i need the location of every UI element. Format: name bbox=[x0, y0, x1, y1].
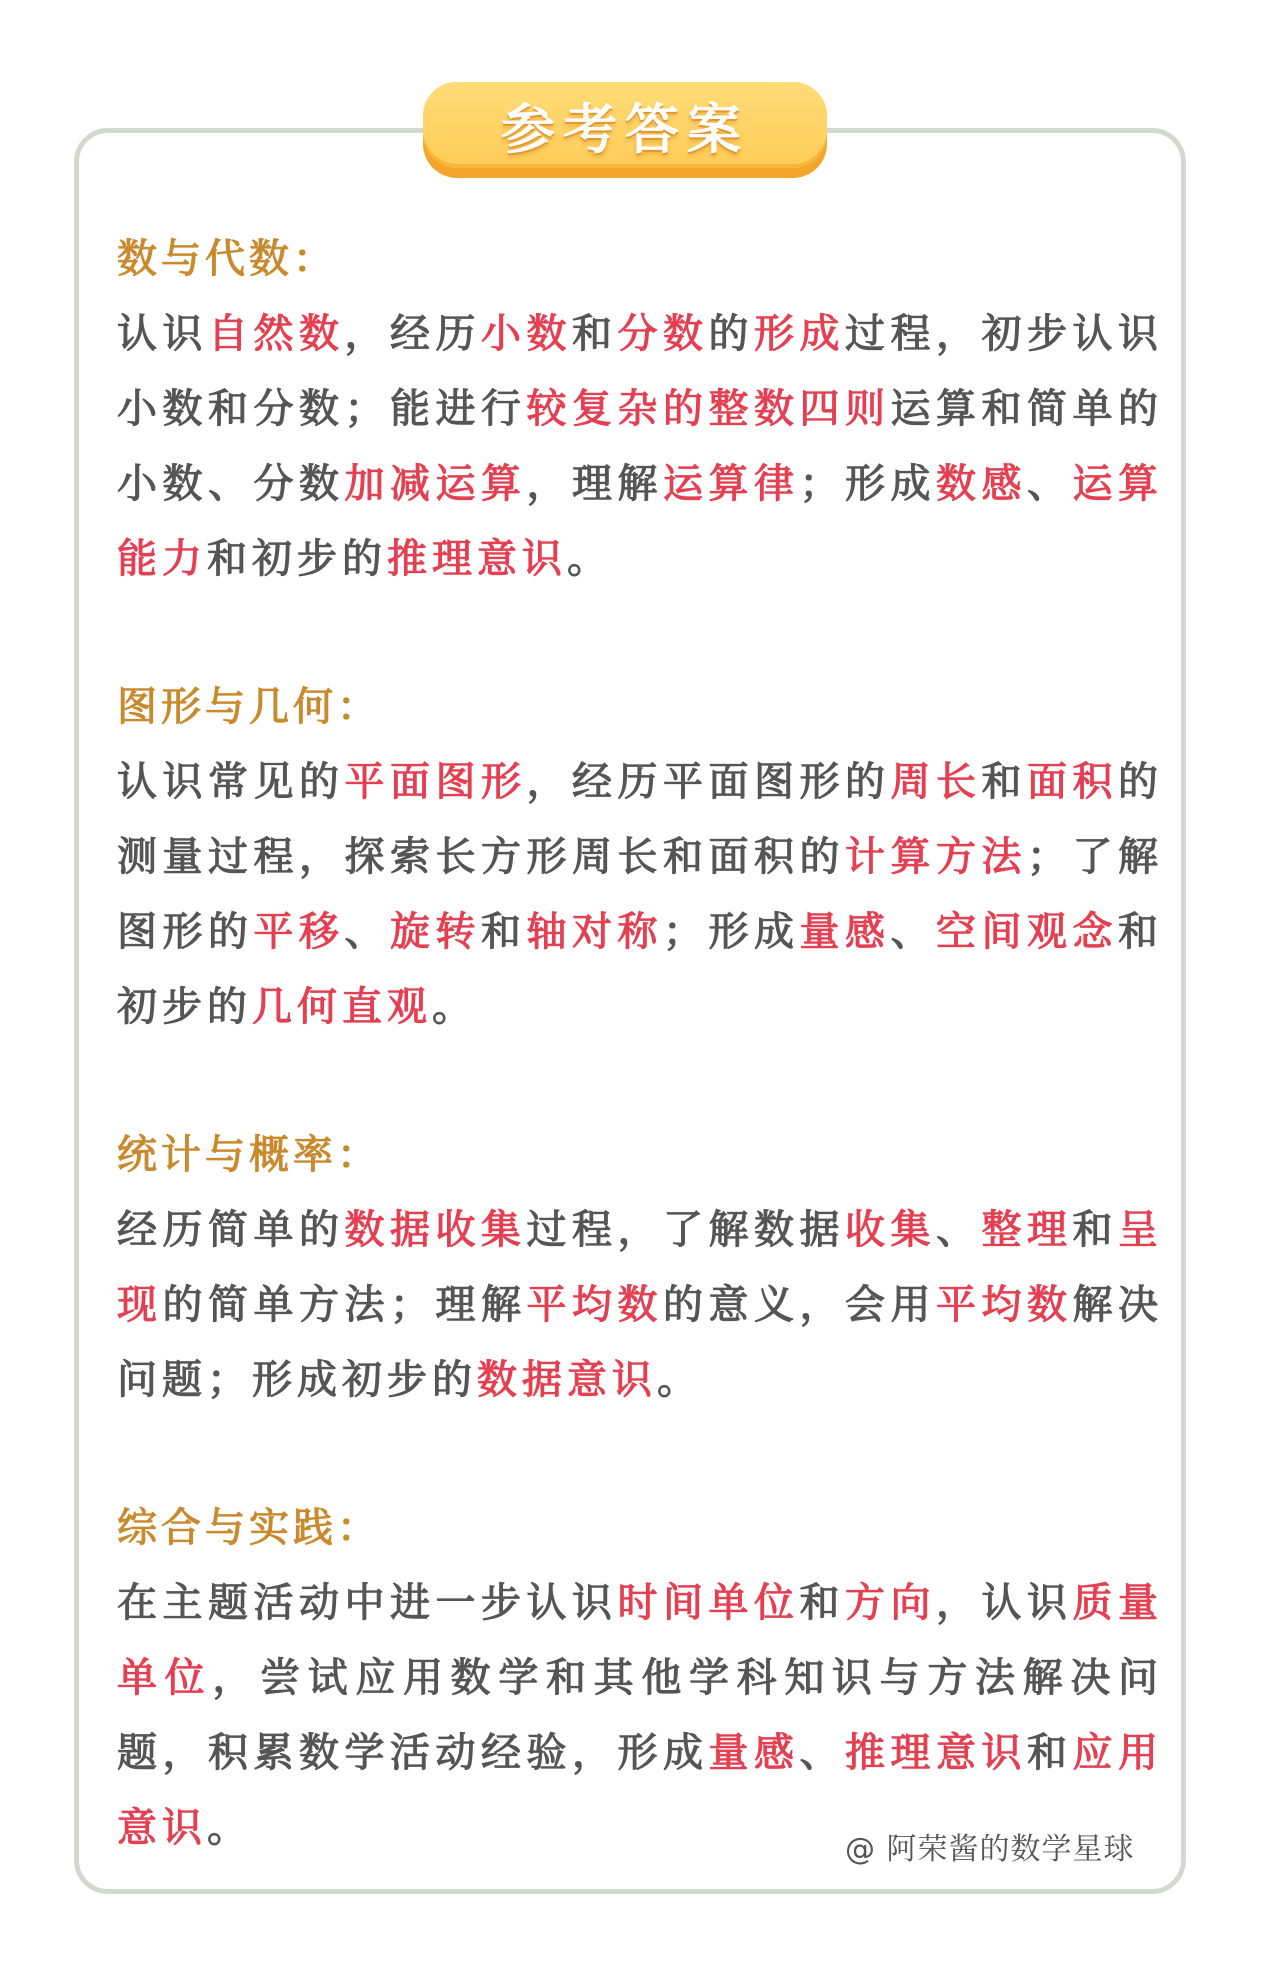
highlight-text: 时间单位 bbox=[617, 1580, 800, 1626]
highlight-text: 数据收集 bbox=[344, 1207, 527, 1253]
highlight-text: 推理意识 bbox=[845, 1730, 1027, 1776]
banner-title: 参考答案 bbox=[501, 97, 749, 161]
body-text: 、 bbox=[936, 1207, 982, 1253]
body-text: 认识 bbox=[117, 311, 208, 357]
body-text: 和 bbox=[572, 311, 618, 357]
answer-banner-face bbox=[423, 82, 827, 168]
body-text: 、 bbox=[890, 909, 936, 955]
body-text: 、 bbox=[1027, 461, 1073, 507]
highlight-text: 分数 bbox=[617, 311, 709, 357]
body-text: 、 bbox=[344, 909, 390, 955]
highlight-text: 平移 bbox=[253, 909, 345, 955]
body-text: 过程，初步认识小数和分数；能进行 bbox=[117, 311, 1163, 432]
highlight-text: 数感 bbox=[936, 461, 1027, 507]
highlight-text: 平均数 bbox=[526, 1282, 663, 1328]
highlight-text: 形成 bbox=[754, 311, 845, 357]
body-text: ，经历平面图形的 bbox=[526, 759, 891, 805]
section-paragraph bbox=[117, 745, 1163, 1045]
highlight-text: 加减运算 bbox=[344, 461, 527, 507]
answer-content bbox=[117, 222, 1163, 1939]
body-text: 和 bbox=[481, 909, 527, 955]
section-title: 综合与实践： bbox=[117, 1505, 381, 1551]
body-text: 。 bbox=[657, 1357, 702, 1403]
highlight-text: 方向 bbox=[845, 1580, 936, 1626]
highlight-text: 质量单位 bbox=[117, 1580, 1163, 1701]
body-text: ；形成 bbox=[799, 461, 936, 507]
section-practice bbox=[117, 1491, 1163, 1866]
section-number-algebra bbox=[117, 222, 1163, 597]
body-text: 的 bbox=[708, 311, 754, 357]
body-text: 、 bbox=[799, 1730, 845, 1776]
body-text: 运算和简单的小数、分数 bbox=[117, 386, 1163, 507]
body-text: ；了解图形的 bbox=[117, 834, 1163, 955]
highlight-text: 轴对称 bbox=[526, 909, 663, 955]
section-title: 数与代数： bbox=[117, 236, 337, 282]
highlight-text: 几何直观 bbox=[252, 984, 432, 1030]
highlight-text: 推理意识 bbox=[387, 536, 567, 582]
body-text: 的意义，会用 bbox=[663, 1282, 936, 1328]
highlight-text: 计算方法 bbox=[845, 834, 1027, 880]
body-text: 。 bbox=[432, 984, 477, 1030]
body-text: 和 bbox=[1027, 1730, 1073, 1776]
body-text: ；形成 bbox=[663, 909, 800, 955]
highlight-text: 面积 bbox=[1027, 759, 1118, 805]
answer-banner bbox=[423, 82, 827, 178]
body-text: 和初步的 bbox=[207, 536, 387, 582]
body-text: 解决问题；形成初步的 bbox=[117, 1282, 1163, 1403]
highlight-text: 自然数 bbox=[208, 311, 345, 357]
highlight-text: 平均数 bbox=[936, 1282, 1073, 1328]
section-title: 图形与几何： bbox=[117, 684, 381, 730]
highlight-text: 运算律 bbox=[663, 461, 800, 507]
highlight-text: 周长 bbox=[890, 759, 982, 805]
highlight-text: 旋转 bbox=[390, 909, 481, 955]
highlight-text: 量感 bbox=[708, 1730, 800, 1776]
section-paragraph bbox=[117, 297, 1163, 597]
highlight-text: 数据意识 bbox=[477, 1357, 657, 1403]
body-text: 和 bbox=[981, 759, 1027, 805]
body-text: 和初步的 bbox=[117, 909, 1163, 1030]
highlight-text: 小数 bbox=[481, 311, 572, 357]
body-text: 。 bbox=[567, 536, 612, 582]
body-text: ，认识 bbox=[936, 1580, 1073, 1626]
highlight-text: 收集 bbox=[845, 1207, 936, 1253]
body-text: 和 bbox=[1072, 1207, 1118, 1253]
body-text: 的简单方法；理解 bbox=[162, 1282, 527, 1328]
body-text: 的测量过程，探索长方形周长和面积的 bbox=[117, 759, 1163, 880]
highlight-text: 运算能力 bbox=[117, 461, 1163, 582]
highlight-text: 平面图形 bbox=[344, 759, 527, 805]
body-text: ，理解 bbox=[526, 461, 663, 507]
body-text: 在主题活动中进一步认识 bbox=[117, 1580, 618, 1626]
highlight-text: 应用意识 bbox=[117, 1730, 1163, 1851]
body-text: 认识常见的 bbox=[117, 759, 345, 805]
body-text: 。 bbox=[207, 1805, 252, 1851]
highlight-text: 呈现 bbox=[117, 1207, 1163, 1328]
section-paragraph bbox=[117, 1193, 1163, 1418]
highlight-text: 整理 bbox=[981, 1207, 1073, 1253]
highlight-text: 量感 bbox=[799, 909, 891, 955]
body-text: 和 bbox=[799, 1580, 845, 1626]
body-text: 过程，了解数据 bbox=[526, 1207, 845, 1253]
highlight-text: 空间观念 bbox=[936, 909, 1118, 955]
highlight-text: 较复杂的整数四则 bbox=[526, 386, 891, 432]
section-title: 统计与概率： bbox=[117, 1132, 381, 1178]
watermark: @ 阿荣酱的数学星球 bbox=[845, 1832, 1135, 1867]
section-statistics-probability bbox=[117, 1118, 1163, 1418]
section-paragraph bbox=[117, 1566, 1163, 1866]
body-text: ，尝试应用数学和其他学科知识与方法解决问题，积累数学活动经验，形成 bbox=[117, 1655, 1164, 1776]
body-text: 经历简单的 bbox=[117, 1207, 345, 1253]
section-geometry bbox=[117, 670, 1163, 1045]
body-text: ，经历 bbox=[344, 311, 481, 357]
